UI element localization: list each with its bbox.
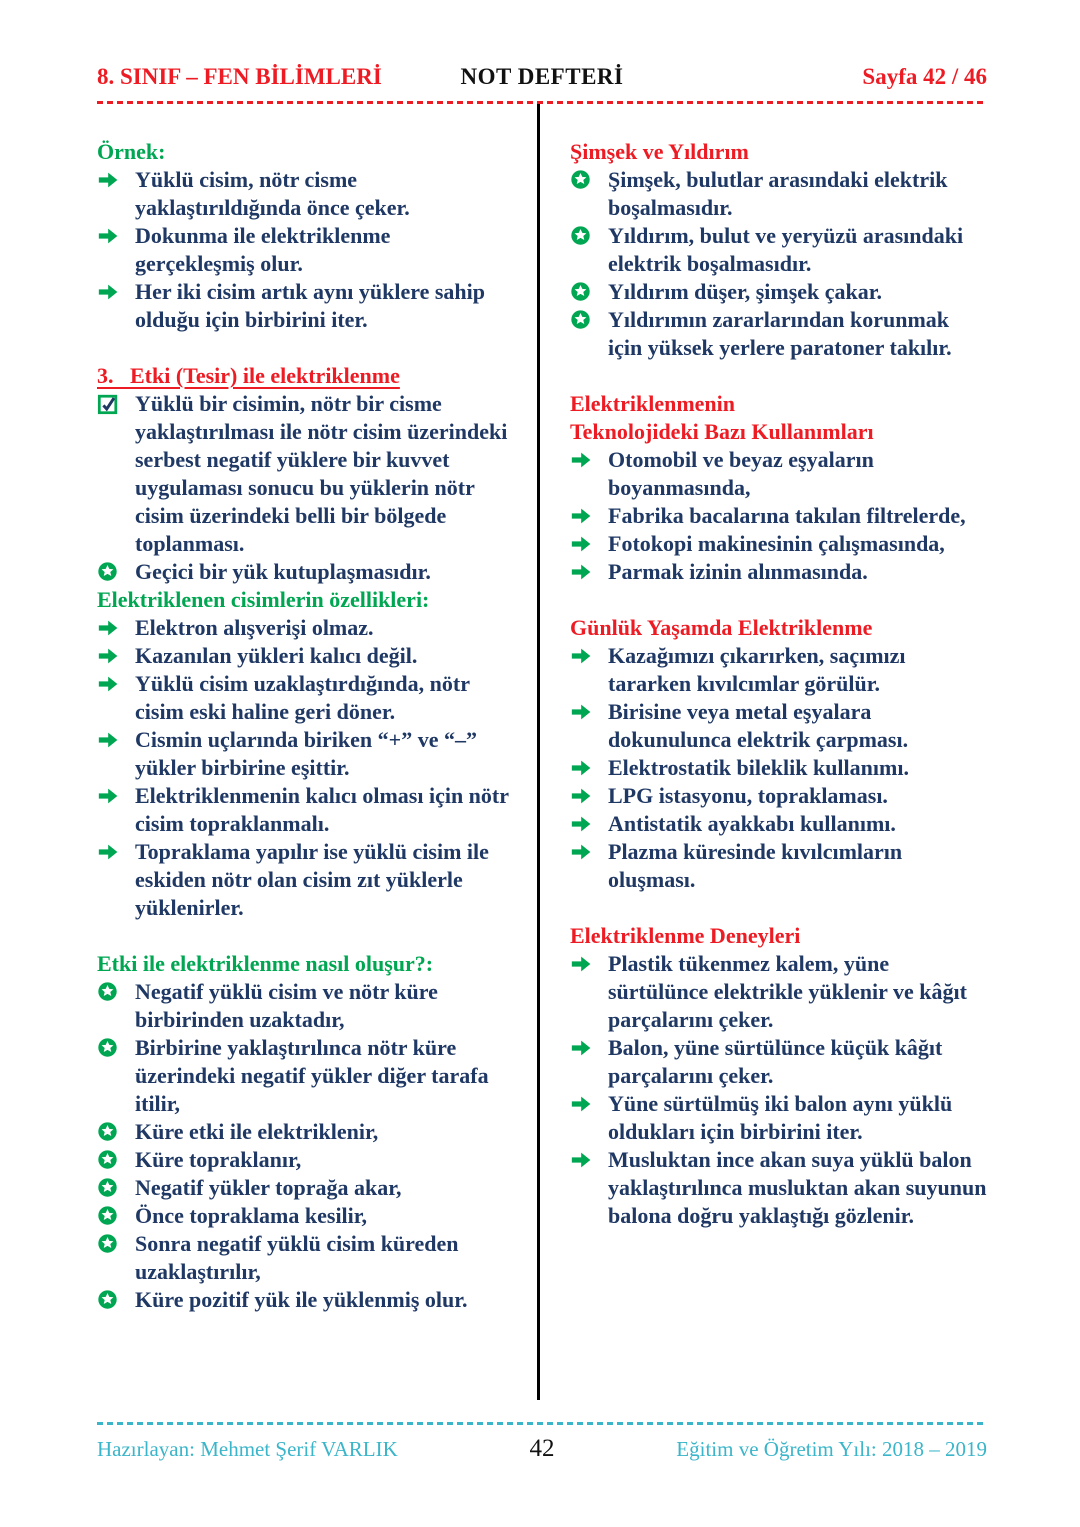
bullet-item <box>97 614 515 642</box>
bullet-text: Kazağımızı çıkarırken, saçımızı tararken kıvılcımlar görülür. <box>608 643 906 696</box>
bullet-item <box>570 222 987 278</box>
arrow-icon <box>570 754 608 779</box>
bullet-text: Önce topraklama kesilir, <box>135 1203 368 1228</box>
bullet-text: Her iki cisim artık aynı yüklere sahip olduğu için birbirini iter. <box>135 279 485 332</box>
bullet-item <box>570 1034 987 1090</box>
bullet-item <box>97 1286 515 1314</box>
bullet-item <box>570 642 987 698</box>
star-icon <box>570 166 608 190</box>
arrow-icon <box>570 1090 608 1115</box>
section-heading: Teknolojideki Bazı Kullanımları <box>570 419 874 444</box>
header-course-title: 8. SINIF – FEN BİLİMLERİ <box>97 64 382 89</box>
star-icon <box>97 1230 135 1254</box>
star-icon <box>570 278 608 302</box>
star-icon <box>97 558 135 582</box>
bullet-item <box>97 838 515 922</box>
bullet-item <box>97 1034 515 1118</box>
arrow-icon <box>570 838 608 863</box>
header-doc-title: NOT DEFTERİ <box>460 64 624 89</box>
section-heading: Şimşek ve Yıldırım <box>570 139 749 164</box>
bullet-text: Balon, yüne sürtülünce küçük kâğıt parçalarını çeker. <box>608 1035 943 1088</box>
bullet-item <box>570 278 987 306</box>
bullet-text: Yıldırımın zararlarından korunmak için yüksek yerlere paratoner takılır. <box>608 307 952 360</box>
right-column <box>540 104 987 1400</box>
bullet-text: Yüklü cisim uzaklaştırdığında, nötr cisim eski haline geri döner. <box>135 671 470 724</box>
header-page-info: Sayfa 42 / 46 <box>862 64 988 89</box>
arrow-icon <box>97 222 135 247</box>
bullet-text: Otomobil ve beyaz eşyaların boyanmasında, <box>608 447 874 500</box>
arrow-icon <box>570 698 608 723</box>
bullet-text: Parmak izinin alınmasında. <box>608 559 868 584</box>
star-icon <box>97 1286 135 1310</box>
bullet-item <box>570 1146 987 1230</box>
arrow-icon <box>570 810 608 835</box>
bullet-item <box>570 166 987 222</box>
left-column <box>97 104 515 1400</box>
bullet-item <box>97 782 515 838</box>
arrow-icon <box>97 614 135 639</box>
arrow-icon <box>570 642 608 667</box>
bullet-text: Küre pozitif yük ile yüklenmiş olur. <box>135 1287 468 1312</box>
section-heading: Etki ile elektriklenme nasıl oluşur?: <box>97 951 434 976</box>
section-heading: Elektriklenmenin <box>570 391 736 416</box>
bullet-text: Yüklü cisim, nötr cisme yaklaştırıldığında önce çeker. <box>135 167 410 220</box>
bullet-item <box>570 838 987 894</box>
bullet-text: Yıldırım düşer, şimşek çakar. <box>608 279 883 304</box>
star-icon <box>97 1174 135 1198</box>
section-simsek-ve-yildirim <box>570 138 987 362</box>
bullet-item <box>570 810 987 838</box>
arrow-icon <box>570 950 608 975</box>
star-icon <box>97 1202 135 1226</box>
arrow-icon <box>570 558 608 583</box>
bullet-item <box>97 1146 515 1174</box>
bullet-text: Antistatik ayakkabı kullanımı. <box>608 811 896 836</box>
arrow-icon <box>97 670 135 695</box>
bullet-text: Elektrostatik bileklik kullanımı. <box>608 755 909 780</box>
bullet-text: Cismin uçlarında biriken “+” ve “–” yükler birbirine eşittir. <box>135 727 477 780</box>
bullet-item <box>97 222 515 278</box>
bullet-item <box>97 166 515 222</box>
star-icon <box>570 306 608 330</box>
bullet-item <box>97 670 515 726</box>
bullet-text: Küre etki ile elektriklenir, <box>135 1119 379 1144</box>
bullet-text: Dokunma ile elektriklenme gerçekleşmiş olur. <box>135 223 391 276</box>
arrow-icon <box>570 1034 608 1059</box>
footer-page-number: 42 <box>529 1435 555 1462</box>
bullet-text: Plastik tükenmez kalem, yüne sürtülünce elektrikle yüklenir ve kâğıt parçalarını çeker. <box>608 951 967 1032</box>
bullet-text: Kazanılan yükleri kalıcı değil. <box>135 643 418 668</box>
bullet-item <box>97 1230 515 1286</box>
checkbox-icon <box>97 390 135 415</box>
bullet-text: Fotokopi makinesinin çalışmasında, <box>608 531 945 556</box>
bullet-item <box>97 978 515 1034</box>
arrow-icon <box>570 782 608 807</box>
bullet-item <box>97 558 515 586</box>
bullet-item <box>97 726 515 782</box>
bullet-item <box>97 278 515 334</box>
bullet-item <box>97 1118 515 1146</box>
footer-school-year: Eğitim ve Öğretim Yılı: 2018 – 2019 <box>676 1437 987 1461</box>
bullet-text: Yıldırım, bulut ve yeryüzü arasındaki elektrik boşalmasıdır. <box>608 223 964 276</box>
arrow-icon <box>97 726 135 751</box>
arrow-icon <box>570 530 608 555</box>
section-gunluk-yasamda-elektriklenme <box>570 614 987 894</box>
section-elektriklenme-deneyleri <box>570 922 987 1230</box>
bullet-item <box>570 1090 987 1146</box>
section-etki-nasil-olusur <box>97 950 515 1314</box>
bullet-item <box>97 1202 515 1230</box>
bullet-text: LPG istasyonu, topraklaması. <box>608 783 888 808</box>
arrow-icon <box>570 1146 608 1171</box>
star-icon <box>97 1034 135 1058</box>
bullet-item <box>570 306 987 362</box>
bullet-text: Şimşek, bulutlar arasındaki elektrik boşalmasıdır. <box>608 167 948 220</box>
bullet-text: Geçici bir yük kutuplaşmasıdır. <box>135 559 431 584</box>
bullet-text: Fabrika bacalarına takılan filtrelerde, <box>608 503 966 528</box>
bullet-item <box>97 642 515 670</box>
section-heading: Örnek: <box>97 139 166 164</box>
bullet-item <box>570 558 987 586</box>
bullet-item <box>570 530 987 558</box>
bullet-item <box>97 1174 515 1202</box>
arrow-icon <box>97 166 135 191</box>
bullet-text: Negatif yükler toprağa akar, <box>135 1175 402 1200</box>
bullet-text: Birbirine yaklaştırılınca nötr küre üzerindeki negatif yükler diğer tarafa itilir, <box>135 1035 489 1116</box>
bullet-text: Plazma küresinde kıvılcımların oluşması. <box>608 839 903 892</box>
bullet-item <box>570 502 987 530</box>
section-teknolojideki-kullanimlari <box>570 390 987 586</box>
bullet-item <box>570 754 987 782</box>
bullet-text: Musluktan ince akan suya yüklü balon yaklaştırılınca musluktan akan suyunun balona doğru yaklaştığı gözlenir. <box>608 1147 987 1228</box>
star-icon <box>97 1146 135 1170</box>
star-icon <box>97 1118 135 1142</box>
star-icon <box>570 222 608 246</box>
star-icon <box>97 978 135 1002</box>
bullet-item <box>570 698 987 754</box>
bullet-text: Küre topraklanır, <box>135 1147 302 1172</box>
section-etki-ile-elektriklenme <box>97 362 515 922</box>
bullet-text: Elektron alışverişi olmaz. <box>135 615 374 640</box>
bullet-item <box>570 782 987 810</box>
bullet-item <box>97 390 515 558</box>
arrow-icon <box>97 838 135 863</box>
arrow-icon <box>97 642 135 667</box>
bullet-text: Birisine veya metal eşyalara dokunulunca elektrik çarpması. <box>608 699 909 752</box>
section-heading: 3. Etki (Tesir) ile elektriklenme <box>97 363 400 388</box>
bullet-text: Yüklü bir cisimin, nötr bir cisme yaklaştırılması ile nötr cisim üzerindeki serbest negatif yüklere bir kuvvet uygulaması sonucu bu yüklerin nötr cisim üzerindeki belli bir bölgede toplanması. <box>135 391 508 556</box>
section-heading: Günlük Yaşamda Elektriklenme <box>570 615 873 640</box>
bullet-text: Topraklama yapılır ise yüklü cisim ile eskiden nötr olan cisim zıt yüklerle yüklenirler. <box>135 839 489 920</box>
section-heading: Elektriklenen cisimlerin özellikleri: <box>97 587 430 612</box>
page-footer <box>0 1425 1080 1463</box>
page-content <box>97 104 987 1400</box>
bullet-item <box>570 950 987 1034</box>
arrow-icon <box>97 278 135 303</box>
bullet-item <box>570 446 987 502</box>
footer-author: Hazırlayan: Mehmet Şerif VARLIK <box>97 1437 398 1461</box>
arrow-icon <box>570 502 608 527</box>
bullet-text: Sonra negatif yüklü cisim küreden uzaklaştırılır, <box>135 1231 459 1284</box>
section-ornek <box>97 138 515 334</box>
page-header <box>0 0 1080 89</box>
arrow-icon <box>570 446 608 471</box>
bullet-text: Negatif yüklü cisim ve nötr küre birbirinden uzaktadır, <box>135 979 438 1032</box>
section-heading: Elektriklenme Deneyleri <box>570 923 801 948</box>
bullet-text: Elektriklenmenin kalıcı olması için nötr cisim topraklanmalı. <box>135 783 509 836</box>
bullet-text: Yüne sürtülmüş iki balon aynı yüklü oldukları için birbirini iter. <box>608 1091 953 1144</box>
arrow-icon <box>97 782 135 807</box>
